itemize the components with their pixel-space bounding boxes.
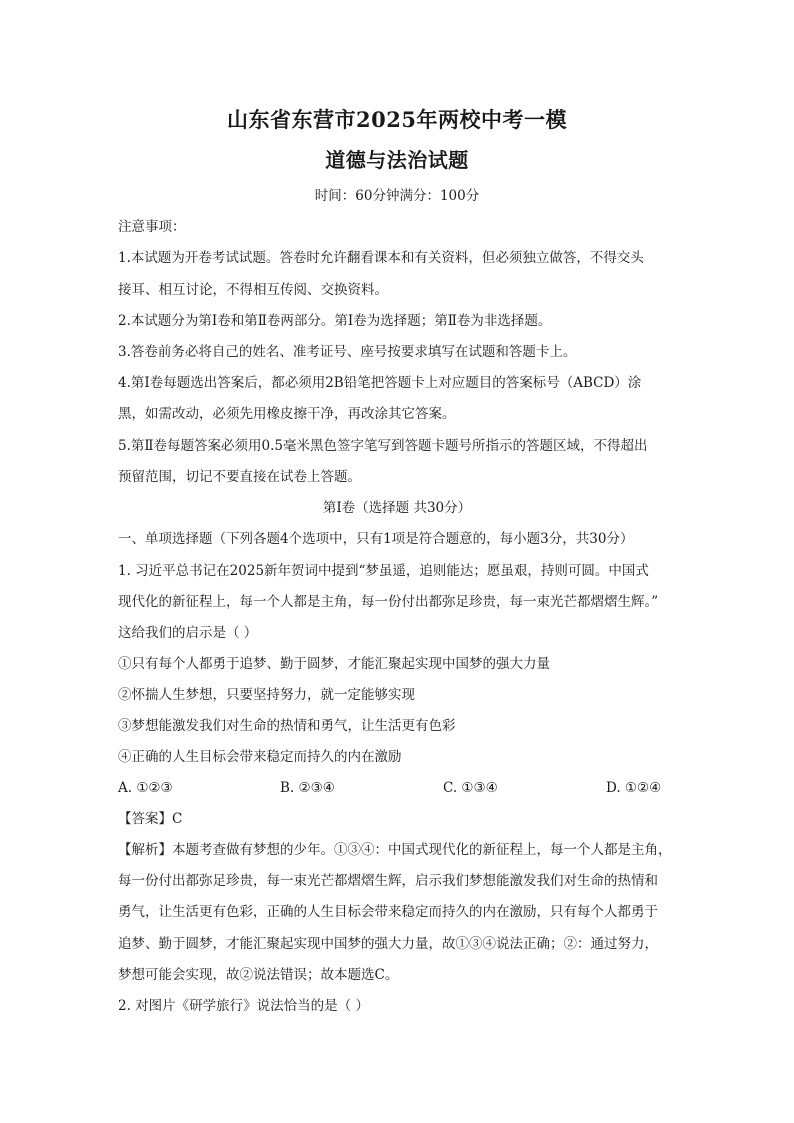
question-1-options	[118, 778, 678, 798]
notes-heading: 注意事项：	[118, 219, 186, 235]
section-instruction: 一、单项选择题（下列各题4个选项中，只有1项是符合题意的，每小题3分，共30分）	[118, 531, 634, 547]
question-1-analysis: 梦想可能会实现，故②说法错误；故本题选C。	[118, 967, 399, 983]
notes-line: 5.第Ⅱ卷每题答案必须用0.5毫米黑色签字笔写到答题卡题号所指示的答题区域，不得超出	[118, 438, 648, 454]
question-1-analysis: 【解析】本题考查做有梦想的少年。①③④：中国式现代化的新征程上，每一个人都是主角，	[118, 842, 672, 858]
notes-line: 3.答卷前务必将自己的姓名、准考证号、座号按要求填写在试题和答题卡上。	[118, 344, 577, 360]
question-1-stem: 现代化的新征程上，每一个人都是主角，每一份付出都弥足珍贵，每一束光芒都熠熠生辉。”	[118, 594, 659, 610]
question-1-statement: ③梦想能激发我们对生命的热情和勇气，让生活更有色彩	[118, 718, 456, 734]
notes-line: 接耳、相互讨论，不得相互传阅、交换资料。	[118, 282, 388, 298]
question-1-statement: ④正确的人生目标会带来稳定而持久的内在激励	[118, 749, 402, 765]
question-1-statement: ②怀揣人生梦想，只要坚持努力，就一定能够实现	[118, 687, 415, 703]
time-info: 时间：60分钟满分：100分	[314, 188, 480, 204]
notes-line: 预留范围，切记不要直接在试卷上答题。	[118, 469, 361, 485]
section-heading: 第Ⅰ卷（选择题 共30分）	[322, 500, 472, 516]
exam-title: 山东省东营市2025年两校中考一模	[227, 107, 567, 132]
notes-line: 2.本试题分为第Ⅰ卷和第Ⅱ卷两部分。第Ⅰ卷为选择题；第Ⅱ卷为非选择题。	[118, 313, 552, 329]
question-1-stem: 这给我们的启示是（ ）	[118, 625, 258, 641]
exam-subject: 道德与法治试题	[325, 148, 469, 172]
question-1-analysis: 追梦、勤于圆梦，才能汇聚起实现中国梦的强大力量，故①③④说法正确；②：通过努力，	[118, 936, 658, 952]
question-1-answer: 【答案】C	[118, 811, 183, 827]
question-1-statement: ①只有每个人都勇于追梦、勤于圆梦，才能汇聚起实现中国梦的强大力量	[118, 656, 550, 672]
option-a: A. ①②③	[118, 780, 173, 796]
question-1-analysis: 每一份付出都弥足珍贵，每一束光芒都熠熠生辉，启示我们梦想能激发我们对生命的热情和	[118, 873, 658, 889]
notes-line: 4.第Ⅰ卷每题选出答案后，都必须用2B铅笔把答题卡上对应题目的答案标号（ABCD）涂	[118, 375, 642, 391]
option-b: B. ②③④	[280, 780, 335, 796]
notes-line: 1.本试题为开卷考试试题。答卷时允许翻看课本和有关资料，但必须独立做答，不得交头	[118, 250, 644, 266]
question-1-analysis: 勇气，让生活更有色彩，正确的人生目标会带来稳定而持久的内在激励，只有每个人都勇于	[118, 904, 658, 920]
option-d: D. ①②④	[606, 780, 662, 796]
notes-line: 黑，如需改动，必须先用橡皮擦干净，再改涂其它答案。	[118, 406, 456, 422]
question-1-stem: 1. 习近平总书记在2025新年贺词中提到“梦虽遥，追则能达；愿虽艰，持则可圆。中国式	[118, 563, 649, 579]
option-c: C. ①③④	[443, 780, 498, 796]
question-2-stem: 2. 对图片《研学旅行》说法恰当的是（ ）	[118, 998, 369, 1014]
